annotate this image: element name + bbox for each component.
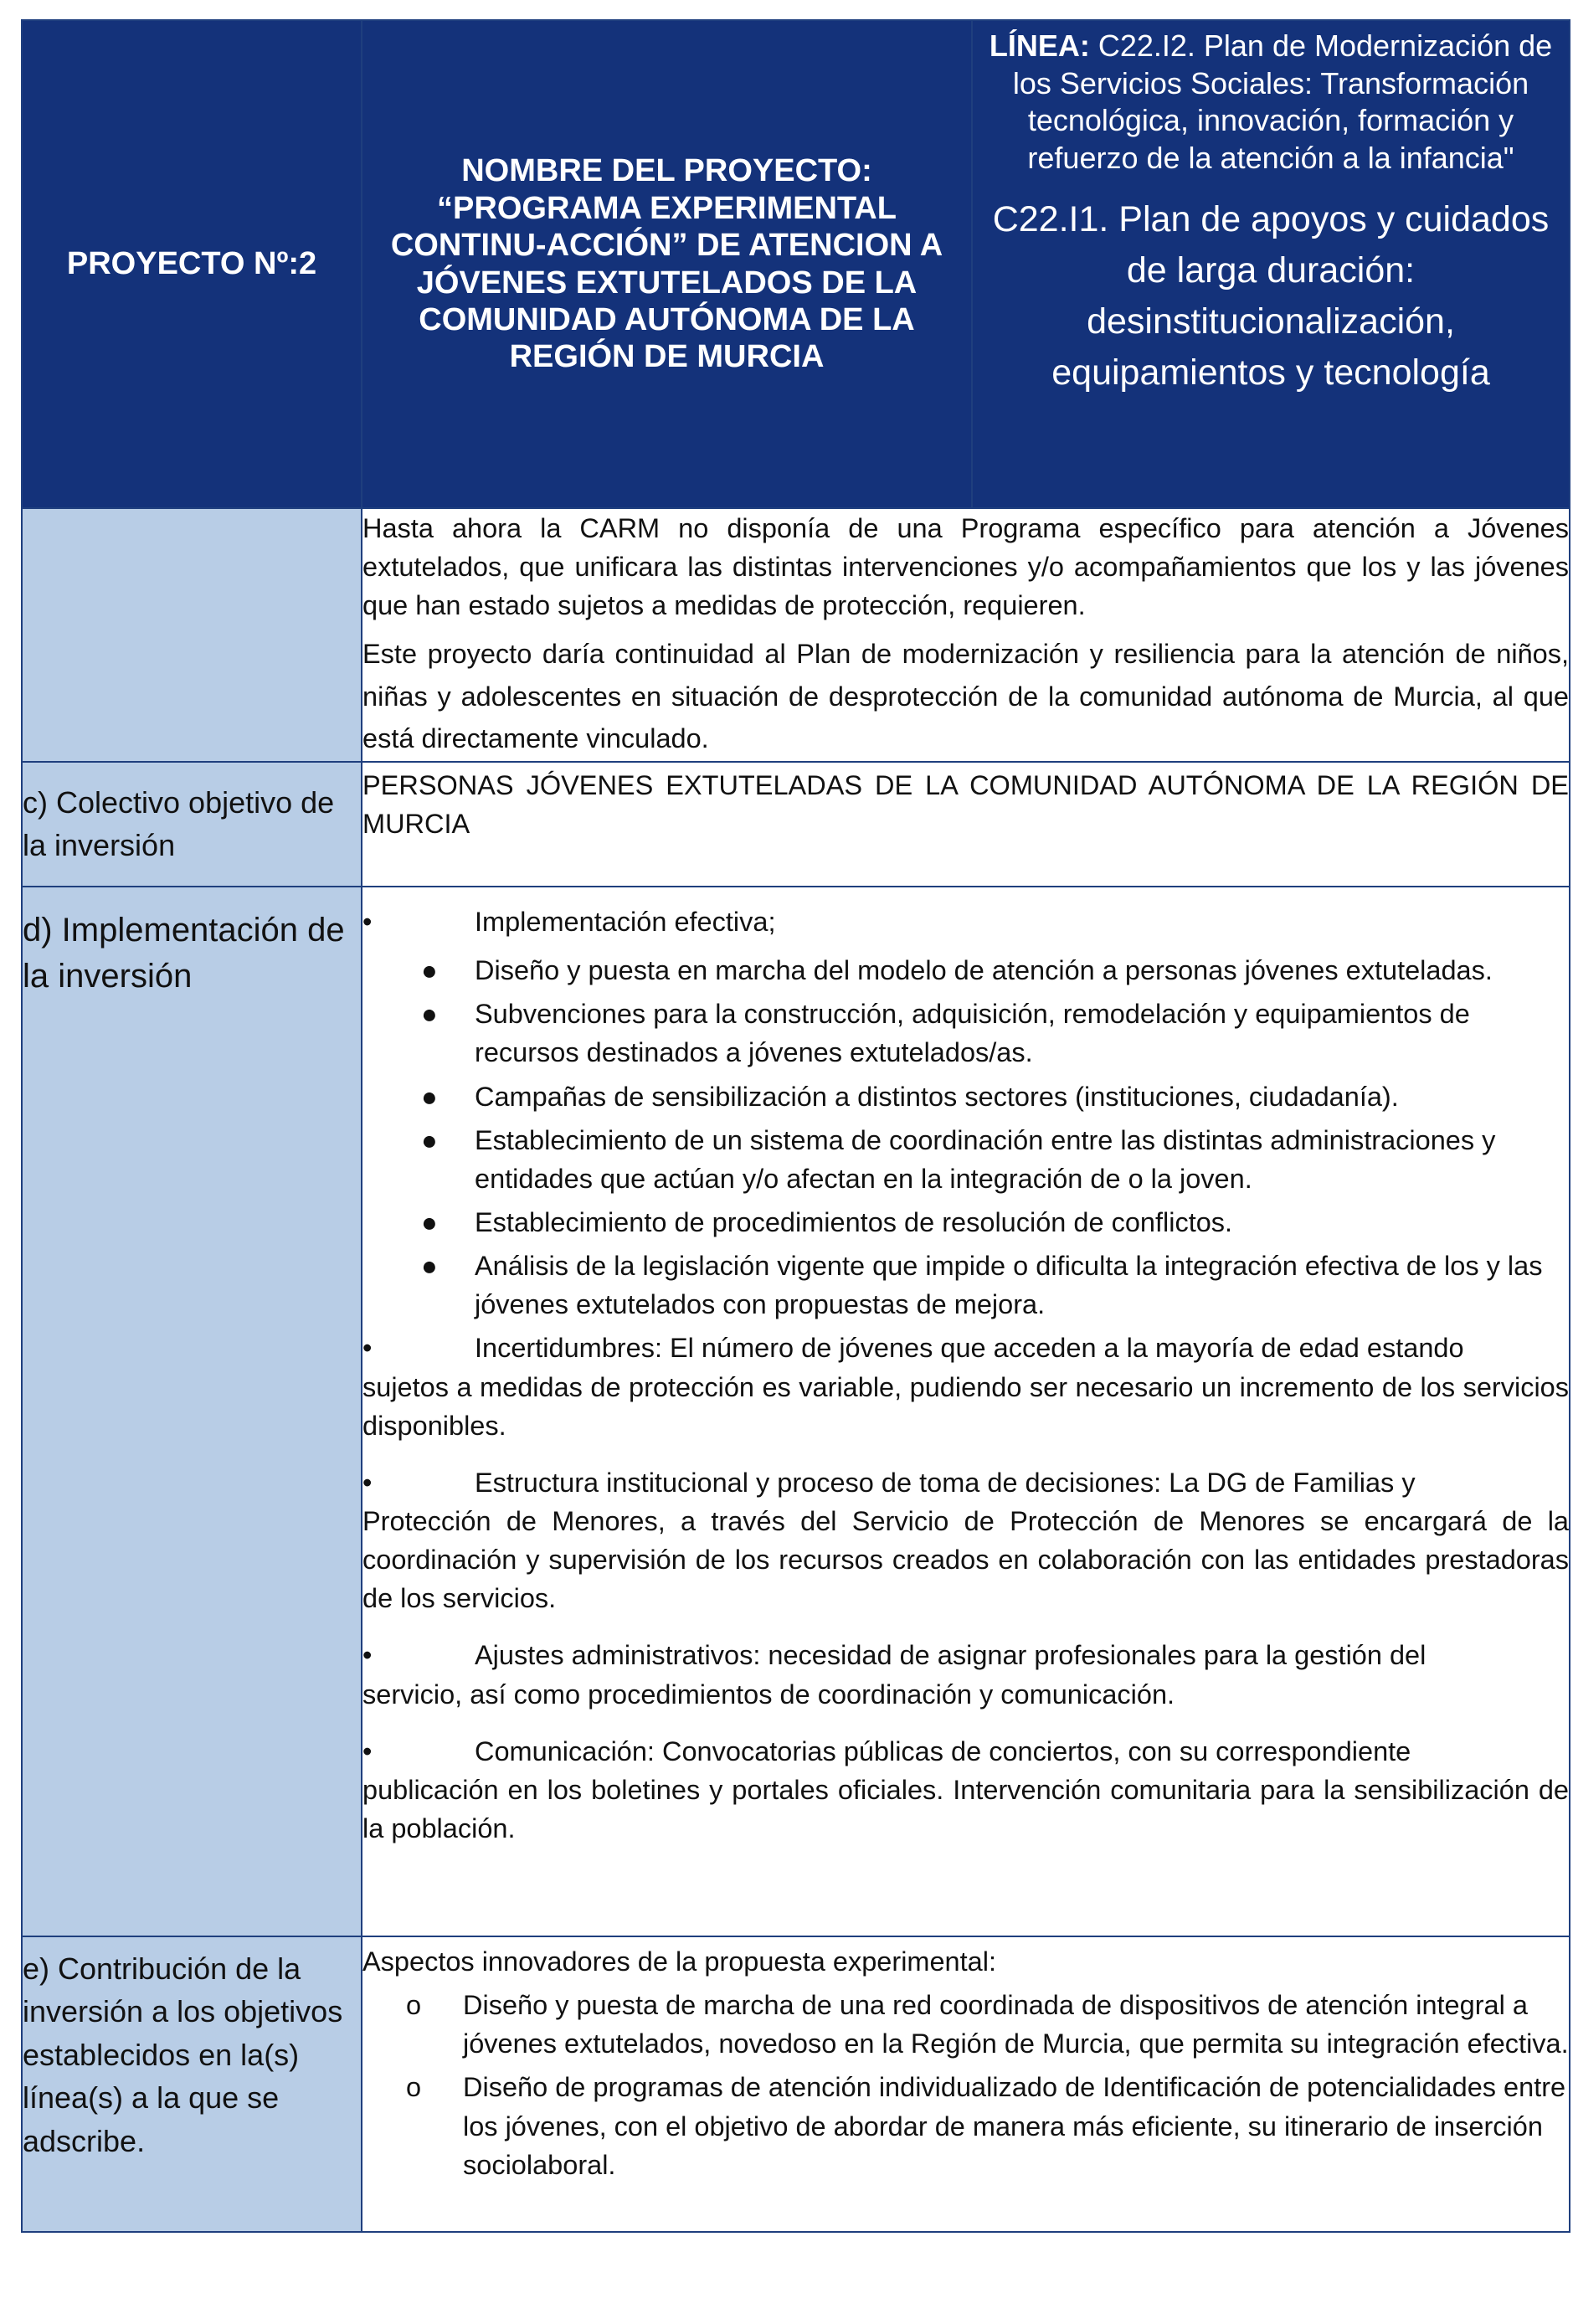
comunicacion-rest: publicación en los boletines y portales oficiales. Intervención comunitaria para la sensibilización de la población. [362, 1774, 1569, 1843]
incertidumbres-head: Incertidumbres: El número de jóvenes que acceden a la mayoría de edad estando [475, 1333, 1464, 1364]
bullet-icon: ● [421, 1081, 438, 1112]
list-item-text: Análisis de la legislación vigente que impide o dificulta la integración efectiva de los y las jóvenes extutelados con propuestas de mejora. [475, 1251, 1543, 1320]
circle-bullet-icon: o [406, 2072, 422, 2103]
bullet-icon: • [362, 1735, 373, 1766]
incertidumbres-paragraph [362, 1329, 1569, 1444]
bullet-icon: • [362, 1333, 373, 1364]
comunicacion-paragraph [362, 1732, 1569, 1848]
list-item [362, 995, 1569, 1072]
list-item [362, 1247, 1569, 1324]
c22-i1-line: C22.I1. Plan de apoyos y cuidados de larga duración: desinstitucionalización, equipamientos y tecnología [992, 198, 1550, 393]
row-d-label: d) Implementación de la inversión [22, 887, 362, 1936]
list-item-text: Diseño y puesta de marcha de una red coordinada de dispositivos de atención integral a jóvenes extutelados, novedoso en la Región de Murcia, que permita su integración efectiva. [463, 1990, 1569, 2059]
bullet-icon: • [362, 907, 373, 937]
intro-paragraph-2: Este proyecto daría continuidad al Plan de modernización y resiliencia para la atención de niños, niñas y adolescentes en situación de desprotección de la comunidad autónoma de Murcia, al que está directamente vinculado. [362, 639, 1569, 754]
list-item-text: Establecimiento de un sistema de coordinación entre las distintas administraciones y entidades que actúan y/o afectan en la integración de o la joven. [475, 1124, 1496, 1194]
list-item [362, 1986, 1569, 2063]
project-name: NOMBRE DEL PROYECTO: “PROGRAMA EXPERIMENTAL CONTINU-ACCIÓN” DE ATENCION A JÓVENES EXTUTELADOS DE LA COMUNIDAD AUTÓNOMA DE LA REGIÓN DE MURCIA [362, 20, 972, 508]
list-item [362, 951, 1569, 990]
intro-label-cell [22, 508, 362, 762]
project-table [21, 19, 1570, 2233]
list-item-text: Campañas de sensibilización a distintos sectores (instituciones, ciudadanía). [475, 1081, 1399, 1112]
bullet-icon: ● [421, 1124, 438, 1155]
estructura-rest: Protección de Menores, a través del Servicio de Protección de Menores se encargará de la coordinación y supervisión de los recursos creados en colaboración con las entidades prestadoras de los servicios. [362, 1505, 1569, 1614]
intro-content [362, 508, 1570, 762]
row-c-content: PERSONAS JÓVENES EXTUTELADAS DE LA COMUNIDAD AUTÓNOMA DE LA REGIÓN DE MURCIA [362, 762, 1570, 887]
row-d-content [362, 887, 1570, 1936]
bullet-icon: ● [421, 999, 438, 1030]
estructura-head: Estructura institucional y proceso de toma de decisiones: La DG de Familias y [475, 1467, 1416, 1498]
row-e-content [362, 1936, 1570, 2232]
row-e [22, 1936, 1570, 2232]
linea-label: LÍNEA: [989, 28, 1090, 63]
project-number: PROYECTO Nº:2 [22, 20, 362, 508]
row-d [22, 887, 1570, 1936]
row-c-label: c) Colectivo objetivo de la inversión [22, 762, 362, 887]
estructura-paragraph [362, 1463, 1569, 1618]
row-c [22, 762, 1570, 887]
intro-paragraph-1: Hasta ahora la CARM no disponía de una Programa específico para atención a Jóvenes extutelados, que unificara las distintas intervenciones y/o acompañamientos que los y las jóvenes que han estado sujetos a medidas de protección, requieren. [362, 513, 1569, 621]
incertidumbres-rest: sujetos a medidas de protección es variable, pudiendo ser necesario un incremento de los servicios disponibles. [362, 1371, 1569, 1441]
linea-cell [972, 20, 1570, 508]
linea-description: C22.I2. Plan de Modernización de los Servicios Sociales: Transformación tecnológica, innovación, formación y refuerzo de la atención a la infancia" [1012, 28, 1553, 175]
bullet-icon: • [362, 1640, 373, 1671]
list-item [362, 1077, 1569, 1116]
bullet-icon: • [362, 1467, 373, 1498]
header-row [22, 20, 1570, 508]
list-item-text: Establecimiento de procedimientos de resolución de conflictos. [475, 1206, 1233, 1237]
circle-bullet-icon: o [406, 1990, 422, 2021]
intro-row [22, 508, 1570, 762]
innovation-list [362, 1986, 1569, 2184]
implementacion-bullet [362, 902, 1569, 941]
list-item-text: Subvenciones para la construcción, adquisición, remodelación y equipamientos de recursos destinados a jóvenes extutelados/as. [475, 999, 1470, 1068]
ajustes-paragraph [362, 1636, 1569, 1713]
list-item-text: Diseño y puesta en marcha del modelo de atención a personas jóvenes extuteladas. [475, 955, 1493, 986]
ajustes-head: Ajustes administrativos: necesidad de asignar profesionales para la gestión del [475, 1640, 1426, 1671]
bullet-icon: ● [421, 955, 438, 986]
list-item-text: Diseño de programas de atención individualizado de Identificación de potencialidades entre los jóvenes, con el objetivo de abordar de manera más eficiente, su itinerario de inserción sociolaboral. [463, 2072, 1566, 2180]
implementation-list [362, 951, 1569, 1324]
row-e-intro: Aspectos innovadores de la propuesta experimental: [362, 1946, 996, 1977]
list-item [362, 2068, 1569, 2183]
ajustes-rest: servicio, así como procedimientos de coordinación y comunicación. [362, 1679, 1175, 1710]
list-item [362, 1121, 1569, 1198]
list-item [362, 1203, 1569, 1242]
bullet-icon: ● [421, 1206, 438, 1237]
implementacion-text: Implementación efectiva; [475, 907, 776, 937]
bullet-icon: ● [421, 1251, 438, 1282]
row-e-label: e) Contribución de la inversión a los objetivos establecidos en la(s) línea(s) a la que se adscribe. [22, 1936, 362, 2232]
comunicacion-head: Comunicación: Convocatorias públicas de conciertos, con su correspondiente [475, 1735, 1411, 1766]
linea-text [988, 28, 1554, 177]
